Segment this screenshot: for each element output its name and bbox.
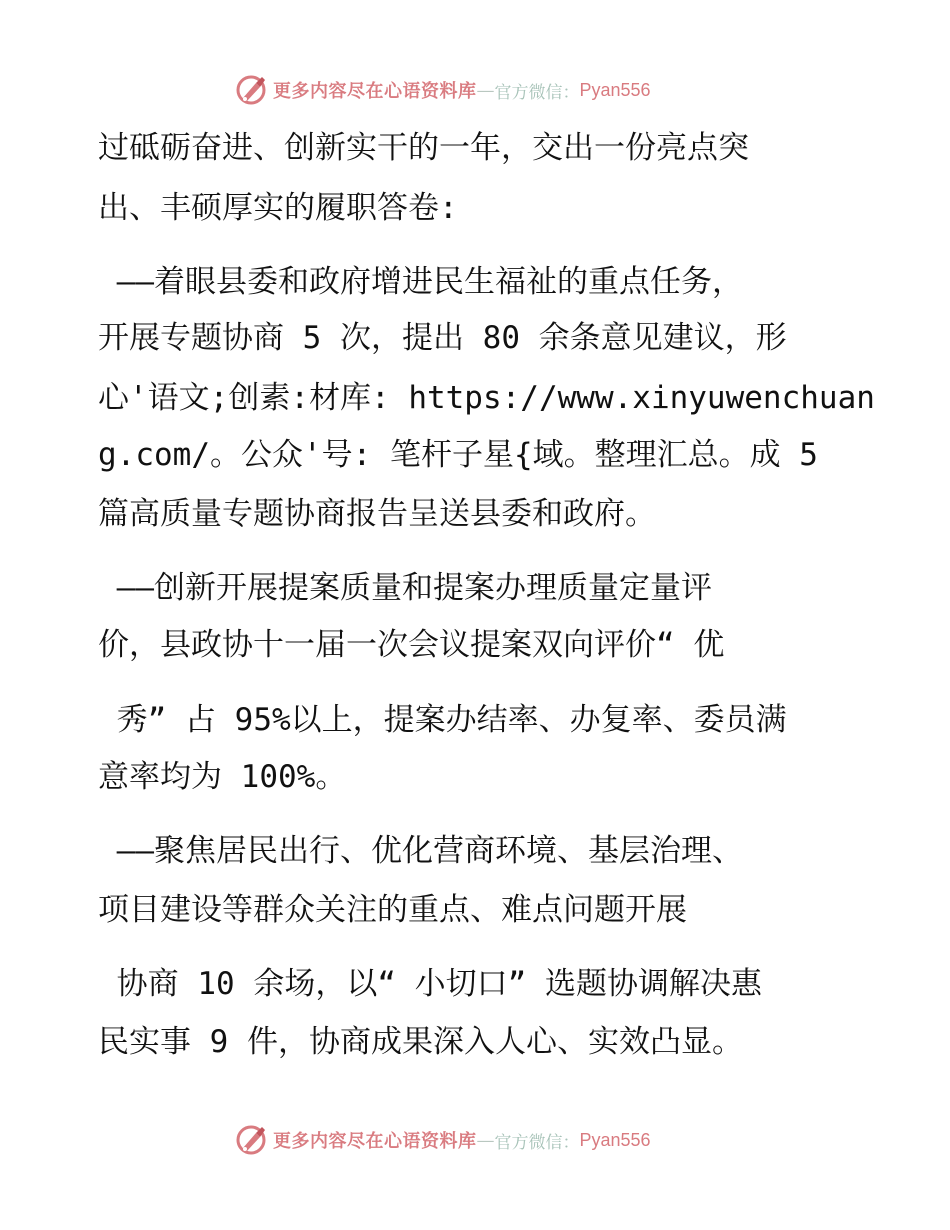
watermark-separator: —	[476, 79, 495, 101]
watermark-sub-text: 官方微信：	[494, 1132, 580, 1153]
body-line: 价，县政协十一届一次会议提案双向评价“ 优	[98, 627, 725, 663]
footer-watermark	[234, 1122, 651, 1158]
watermark-id-text: Pyan556	[579, 1129, 651, 1150]
header-watermark	[234, 72, 651, 108]
body-line: g.com/。公众'号: 笔杆子星{域。整理汇总。成 5	[98, 437, 818, 473]
watermark-separator: —	[476, 1129, 495, 1151]
body-line: 心'语文;创素:材库: https://www.xinyuwenchuan	[98, 380, 875, 416]
body-line: 意率均为 100%。	[98, 759, 347, 795]
body-line: ——着眼县委和政府增进民生福祉的重点任务，	[98, 264, 743, 300]
body-line: 民实事 9 件，协商成果深入人心、实效凸显。	[98, 1024, 743, 1060]
body-line: 篇高质量专题协商报告呈送县委和政府。	[98, 496, 656, 532]
body-line: 秀” 占 95%以上，提案办结率、办复率、委员满	[98, 702, 787, 738]
body-line: 开展专题协商 5 次，提出 80 余条意见建议，形	[98, 320, 787, 356]
pen-logo-icon	[234, 73, 268, 107]
pen-logo-icon	[234, 1123, 268, 1157]
body-line: 协商 10 余场，以“ 小切口” 选题协调解决惠	[98, 966, 762, 1002]
watermark-main-text: 更多内容尽在心语资料库	[273, 81, 477, 102]
body-line: ——创新开展提案质量和提案办理质量定量评	[98, 570, 712, 606]
watermark-sub-text: 官方微信：	[494, 82, 580, 103]
body-line: 项目建设等群众关注的重点、难点问题开展	[98, 892, 687, 928]
body-line: 出、丰硕厚实的履职答卷:	[98, 190, 458, 226]
watermark-id-text: Pyan556	[579, 79, 651, 100]
body-line: ——聚焦居民出行、优化营商环境、基层治理、	[98, 833, 743, 869]
watermark-main-text: 更多内容尽在心语资料库	[273, 1131, 477, 1152]
body-line: 过砥砺奋进、创新实干的一年，交出一份亮点突	[98, 130, 749, 166]
